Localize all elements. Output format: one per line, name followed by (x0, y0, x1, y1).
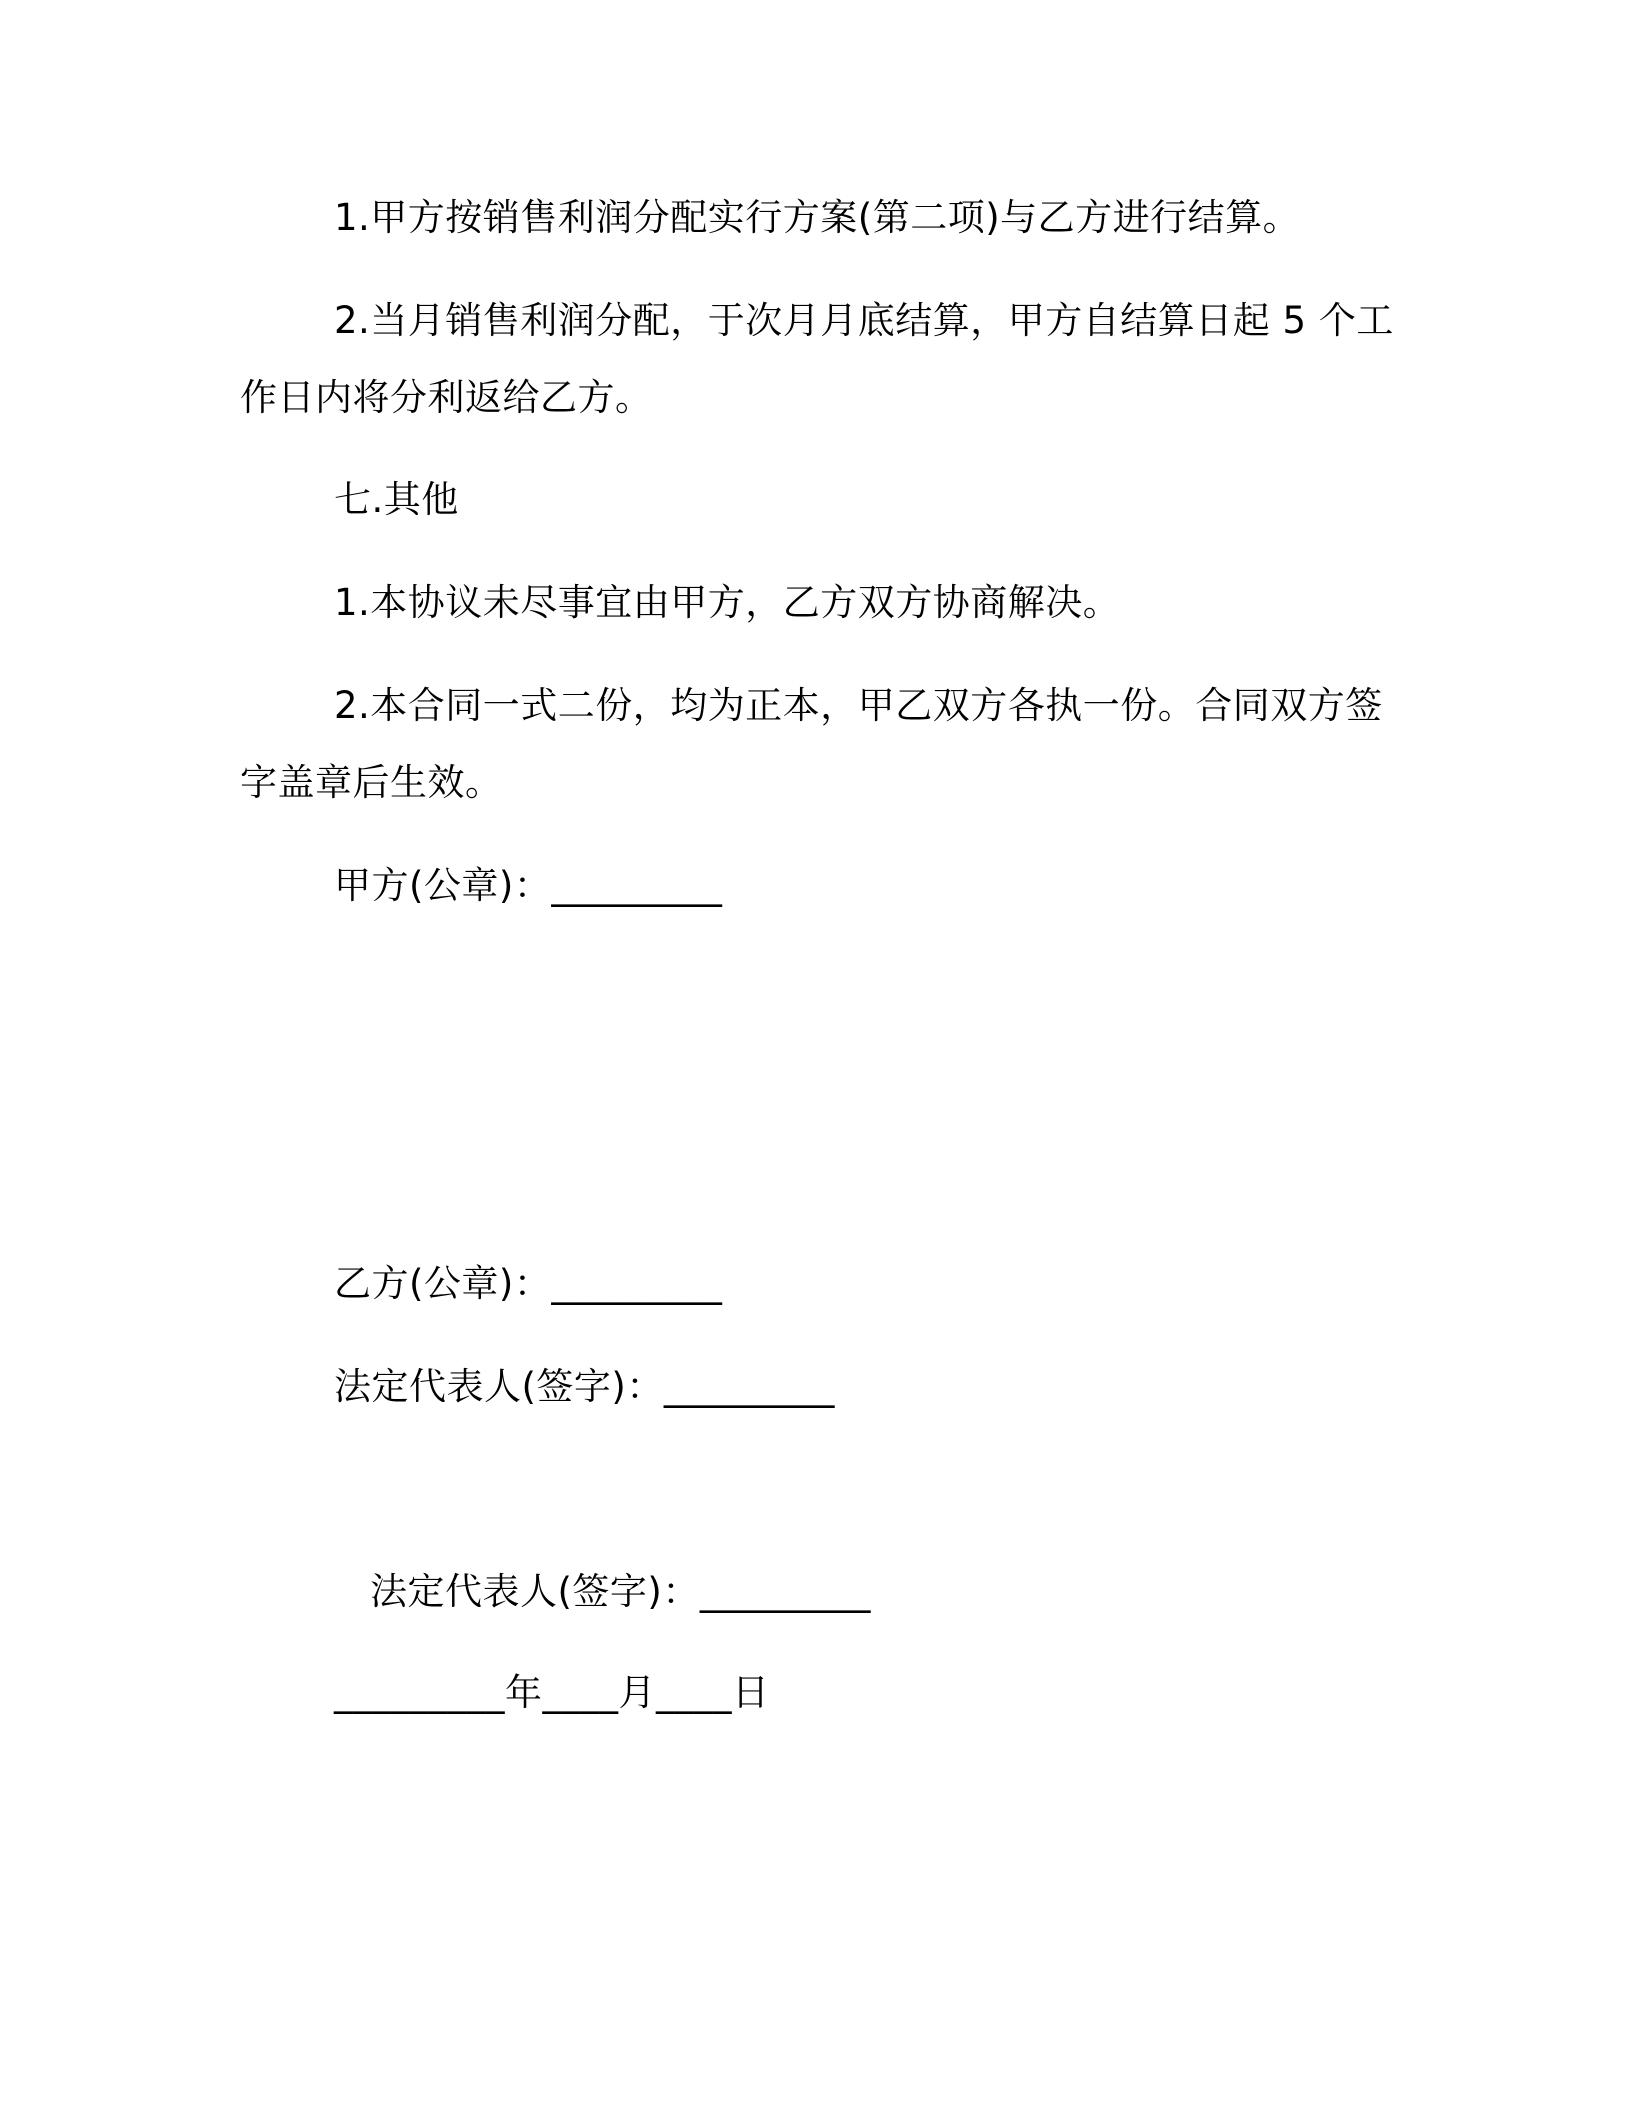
party-a-seal-line: 甲方(公章)：_________ (334, 864, 723, 907)
clause-6-2-line1: 2.当月销售利润分配，于次月月底结算，甲方自结算日起 5 个工 (334, 299, 1394, 342)
date-line: _________年____月____日 (334, 1671, 770, 1714)
legal-rep-signature-line-1: 法定代表人(签字)：_________ (334, 1365, 835, 1408)
legal-rep-signature-line-2: 法定代表人(签字)：_________ (370, 1570, 871, 1613)
clause-7-2-line2: 字盖章后生效。 (240, 761, 503, 804)
clause-7-2-line1: 2.本合同一式二份，均为正本，甲乙双方各执一份。合同双方签 (334, 684, 1383, 727)
clause-6-1: 1.甲方按销售利润分配实行方案(第二项)与乙方进行结算。 (334, 196, 1301, 239)
clause-6-2-line2: 作日内将分利返给乙方。 (240, 376, 653, 419)
section-7-heading: 七.其他 (334, 478, 459, 521)
clause-7-1: 1.本协议未尽事宜由甲方，乙方双方协商解决。 (334, 581, 1121, 624)
party-b-seal-line: 乙方(公章)：_________ (334, 1262, 723, 1305)
